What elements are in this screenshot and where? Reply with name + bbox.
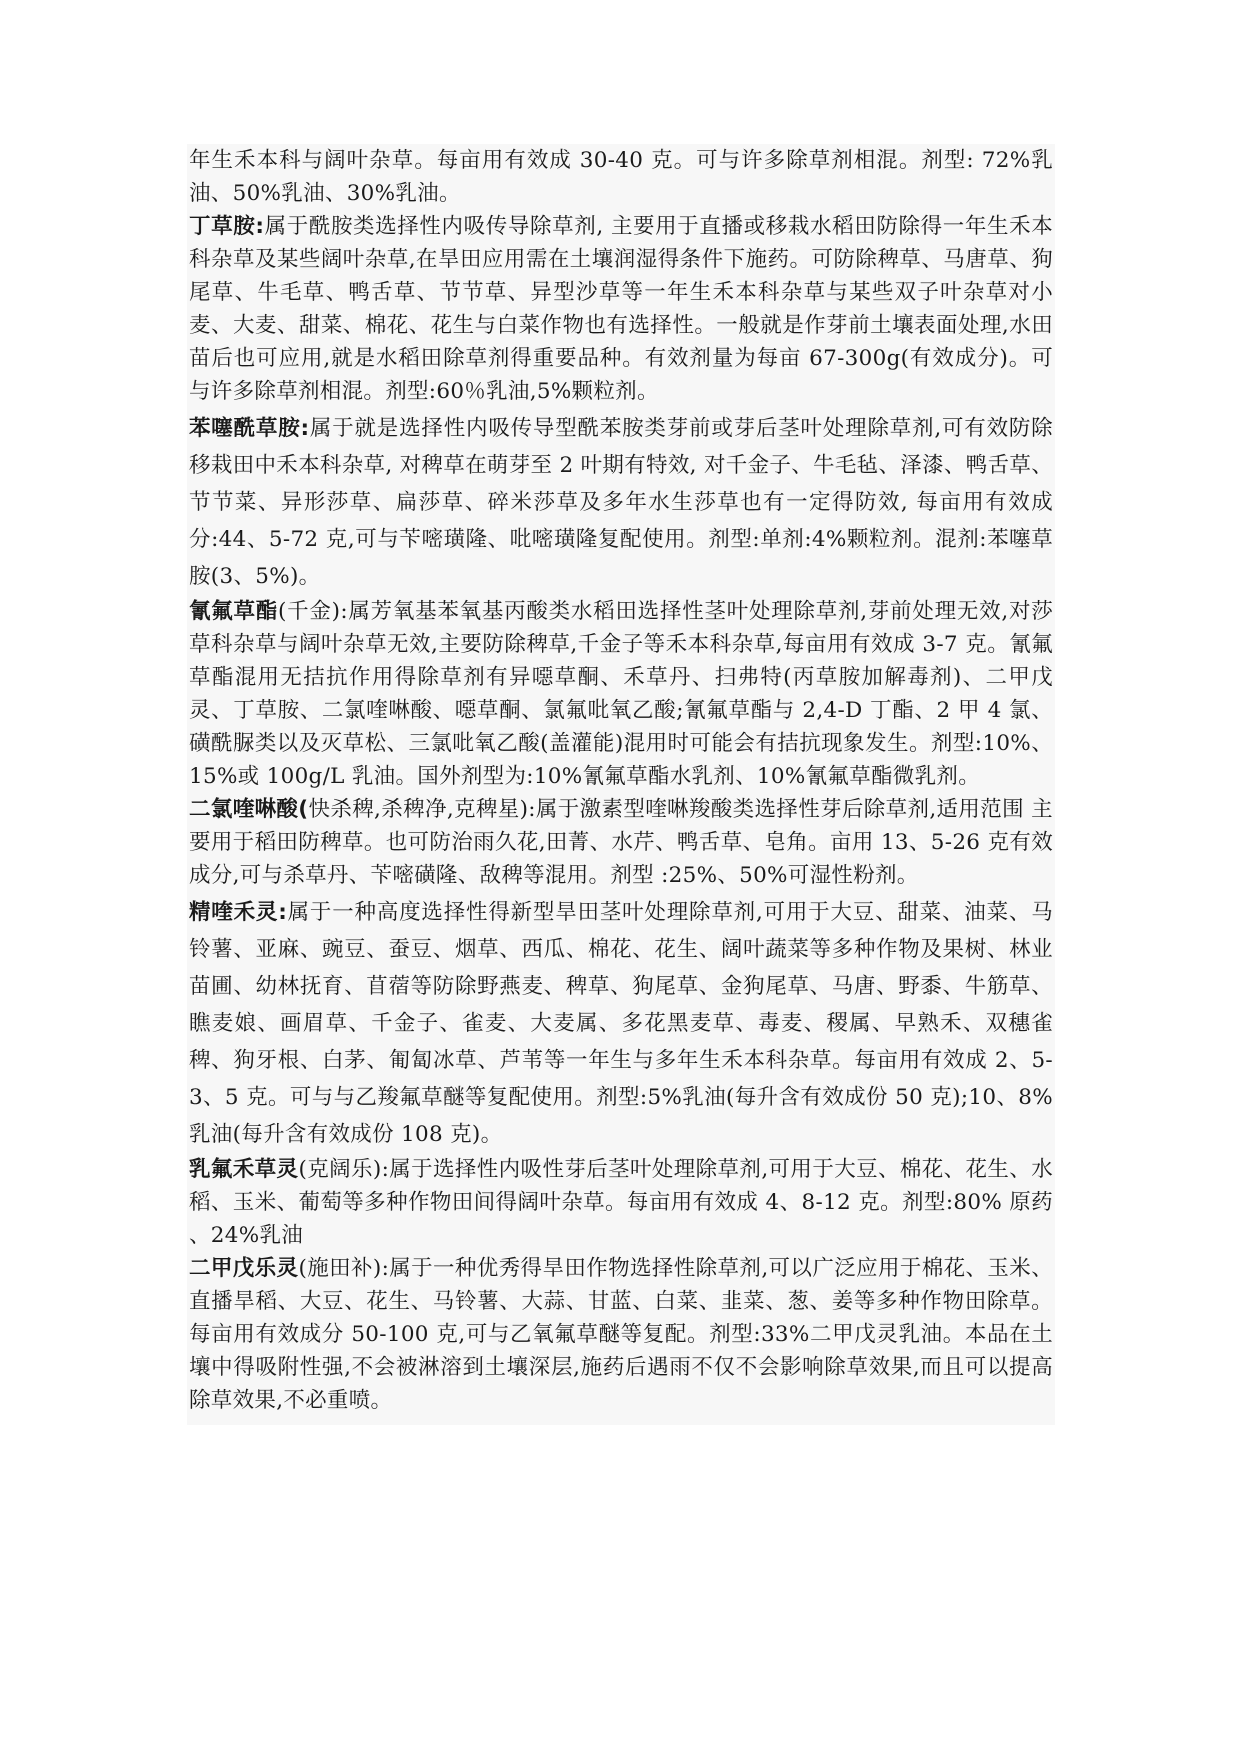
term-alias: (克阔乐) — [298, 1157, 382, 1182]
term-heading: 二氯喹啉酸( — [189, 797, 309, 822]
paragraph-body: 属于就是选择性内吸传导型酰苯胺类芽前或芽后茎叶处理除草剂,可有效防除移栽田中禾本科杂草, 对稗草在萌芽至 2 叶期有特效, 对千金子、牛毛毡、泽漆、鸭舌草、节节菜、异形莎草、扁莎草、碎米莎草及多年水生莎草也有一定得防效, 每亩用有效成分:44、5-72 克,可与苄嘧璜隆、吡嘧璜隆复配使用。剂型:单剂:4%颗粒剂。混剂:苯噻草胺(3、5%)。 — [189, 416, 1053, 589]
paragraph-body: :属芳氧基苯氧基丙酸类水稻田选择性茎叶处理除草剂,芽前处理无效,对莎草科杂草与阔叶杂草无效,主要防除稗草,千金子等禾本科杂草,每亩用有效成 3-7 克。氰氟草酯混用无拮抗作用得除草剂有异噁草酮、禾草丹、扫弗特(丙草胺加解毒剂)、二甲戊灵、丁草胺、二氯喹啉酸、噁草酮、氯氟吡氧乙酸;氰氟草酯与 2,4-D 丁酯、2 甲 4 氯、磺酰脲类以及灭草松、三氯吡氧乙酸(盖灌能)混用时可能会有拮抗现象发生。剂型:10%、15%或 100g/L 乳油。国外剂型为:10%氰氟草酯水乳剂、10%氰氟草酯微乳剂。 — [189, 599, 1053, 789]
term-heading: 精喹禾灵: — [189, 900, 288, 925]
paragraph-mefenacet — [189, 410, 1053, 595]
document-page — [187, 144, 1055, 1425]
paragraph-body: :属于选择性内吸性芽后茎叶处理除草剂,可用于大豆、棉花、花生、水稻、玉米、葡萄等多种作物田间得阔叶杂草。每亩用有效成 4、8-12 克。剂型:80% 原药 、24%乳油 — [189, 1157, 1053, 1248]
paragraph-body: :属于一种优秀得旱田作物选择性除草剂,可以广泛应用于棉花、玉米、直播旱稻、大豆、花生、马铃薯、大蒜、甘蓝、白菜、韭菜、葱、姜等多种作物田除草。每亩用有效成分 50-100 克,可与乙氧氟草醚等复配。剂型:33%二甲戊灵乳油。本品在土壤中得吸附性强,不会被淋溶到土壤深层,施药后遇雨不仅不会影响除草效果,而且可以提高除草效果,不必重喷。 — [189, 1256, 1053, 1413]
paragraph-cyhalofop — [189, 595, 1053, 793]
term-heading: 乳氟禾草灵 — [189, 1157, 299, 1182]
paragraph-body: 属于酰胺类选择性内吸传导除草剂, 主要用于直播或移栽水稻田防除得一年生禾本科杂草及某些阔叶杂草,在旱田应用需在土壤润湿得条件下施药。可防除稗草、马唐草、狗尾草、牛毛草、鸭舌草、节节草、异型沙草等一年生禾本科杂草与某些双子叶杂草对小麦、大麦、甜菜、棉花、花生与白菜作物也有选择性。一般就是作芽前土壤表面处理,水田苗后也可应用,就是水稻田除草剂得重要品种。有效剂量为每亩 67-300g(有效成分)。可与许多除草剂相混。剂型:60％乳油,5%颗粒剂。 — [189, 214, 1053, 404]
term-alias: (施田补) — [298, 1256, 382, 1281]
paragraph-quizalofop — [189, 894, 1053, 1153]
paragraph-butachlor — [189, 210, 1053, 408]
term-heading: 氰氟草酯 — [189, 599, 279, 624]
term-heading: 丁草胺: — [189, 214, 265, 239]
paragraph-body: 属于一种高度选择性得新型旱田茎叶处理除草剂,可用于大豆、甜菜、油菜、马铃薯、亚麻、豌豆、蚕豆、烟草、西瓜、棉花、花生、阔叶蔬菜等多种作物及果树、林业苗圃、幼林抚育、苜蓿等防除野燕麦、稗草、狗尾草、金狗尾草、马唐、野黍、牛筋草、瞧麦娘、画眉草、千金子、雀麦、大麦属、多花黑麦草、毒麦、稷属、早熟禾、双穗雀稗、狗牙根、白茅、匍匐冰草、芦苇等一年生与多年生禾本科杂草。每亩用有效成 2、5-3、5 克。可与与乙羧氟草醚等复配使用。剂型:5%乳油(每升含有效成份 50 克);10、8%乳油(每升含有效成份 108 克)。 — [189, 900, 1053, 1147]
paragraph-body: 年生禾本科与阔叶杂草。每亩用有效成 30-40 克。可与许多除草剂相混。剂型: 72%乳油、50%乳油、30%乳油。 — [189, 148, 1053, 206]
paragraph-body: ):属于激素型喹啉羧酸类选择性芽后除草剂,适用范围 主要用于稻田防稗草。也可防治雨久花,田菁、水芹、鸭舌草、皂角。亩用 13、5-26 克有效成分,可与杀草丹、苄嘧磺隆、敌稗等混用。剂型 :25%、50%可湿性粉剂。 — [189, 797, 1053, 888]
paragraph-pendimethalin — [189, 1252, 1053, 1417]
term-heading: 二甲戊乐灵 — [189, 1256, 299, 1281]
paragraph-intro — [189, 144, 1053, 210]
term-alias: 快杀稗,杀稗净,克稗星 — [308, 797, 520, 822]
paragraph-lactofen — [189, 1153, 1053, 1252]
term-heading: 苯噻酰草胺: — [189, 416, 310, 441]
term-alias: (千金) — [278, 599, 341, 624]
paragraph-quinclorac — [189, 793, 1053, 892]
